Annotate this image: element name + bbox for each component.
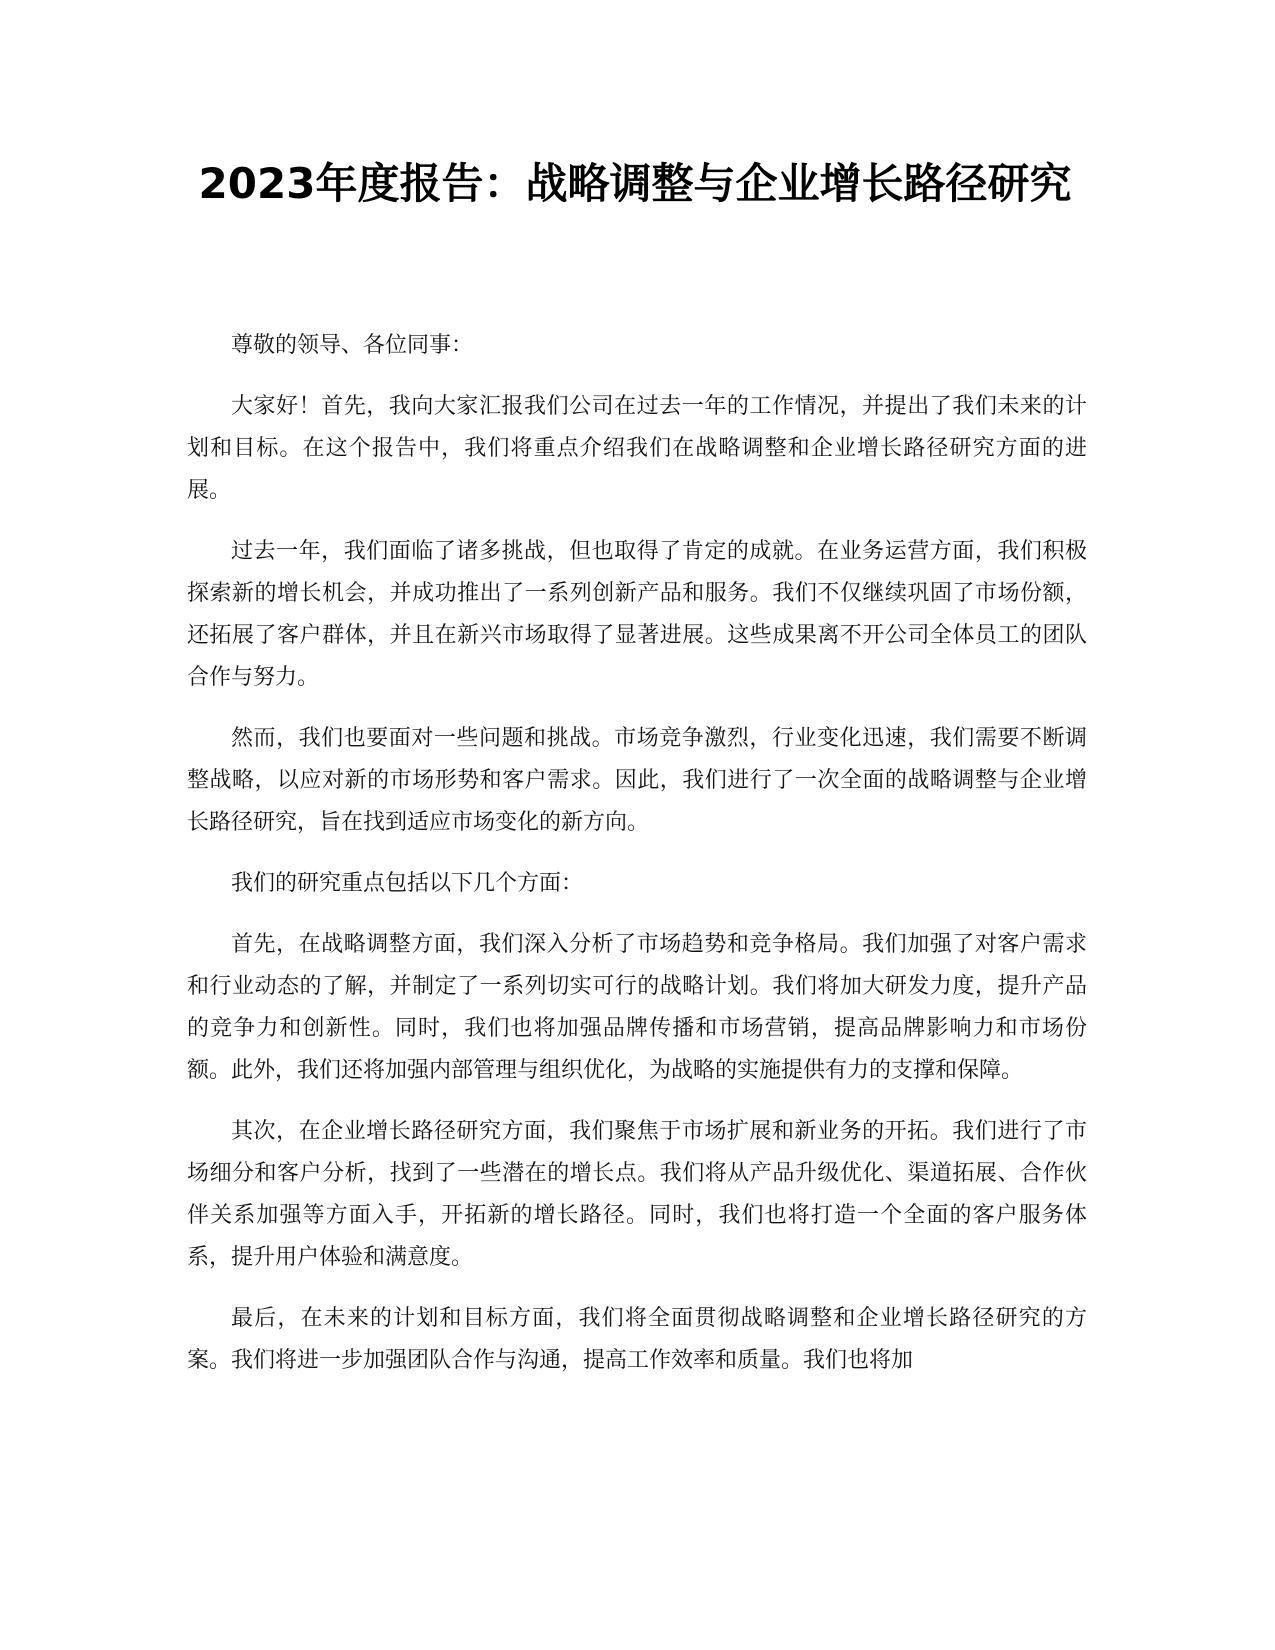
paragraph-future-plans: 最后，在未来的计划和目标方面，我们将全面贯彻战略调整和企业增长路径研究的方案。我们将进一步加强团队合作与沟通，提高工作效率和质量。我们也将加 xyxy=(187,1306,1087,1373)
paragraph-strategy: 首先，在战略调整方面，我们深入分析了市场趋势和竞争格局。我们加强了对客户需求和行业动态的了解，并制定了一系列切实可行的战略计划。我们将加大研发力度，提升产品的竞争力和创新性。同时，我们也将加强品牌传播和市场营销，提高品牌影响力和市场份额。此外，我们还将加强内部管理与组织优化，为战略的实施提供有力的支撑和保障。 xyxy=(187,932,1087,1083)
paragraph-research-focus: 我们的研究重点包括以下几个方面： xyxy=(231,871,584,896)
paragraph-greeting: 大家好！首先，我向大家汇报我们公司在过去一年的工作情况，并提出了我们未来的计划和目标。在这个报告中，我们将重点介绍我们在战略调整和企业增长路径研究方面的进展。 xyxy=(187,394,1087,503)
paragraph-past-year: 过去一年，我们面临了诸多挑战，但也取得了肯定的成就。在业务运营方面，我们积极探索新的增长机会，并成功推出了一系列创新产品和服务。我们不仅继续巩固了市场份额，还拓展了客户群体，并且在新兴市场取得了显著进展。这些成果离不开公司全体员工的团队合作与努力。 xyxy=(187,539,1087,690)
paragraph-challenges: 然而，我们也要面对一些问题和挑战。市场竞争激烈，行业变化迅速，我们需要不断调整战略，以应对新的市场形势和客户需求。因此，我们进行了一次全面的战略调整与企业增长路径研究，旨在找到适应市场变化的新方向。 xyxy=(187,726,1087,835)
document-body xyxy=(187,325,1087,1401)
salutation: 尊敬的领导、各位同事： xyxy=(231,333,474,358)
document-title: 2023年度报告：战略调整与企业增长路径研究 xyxy=(198,159,1072,208)
paragraph-growth-path: 其次，在企业增长路径研究方面，我们聚焦于市场扩展和新业务的开拓。我们进行了市场细分和客户分析，找到了一些潜在的增长点。我们将从产品升级优化、渠道拓展、合作伙伴关系加强等方面入手，开拓新的增长路径。同时，我们也将打造一个全面的客户服务体系，提升用户体验和满意度。 xyxy=(187,1119,1087,1270)
